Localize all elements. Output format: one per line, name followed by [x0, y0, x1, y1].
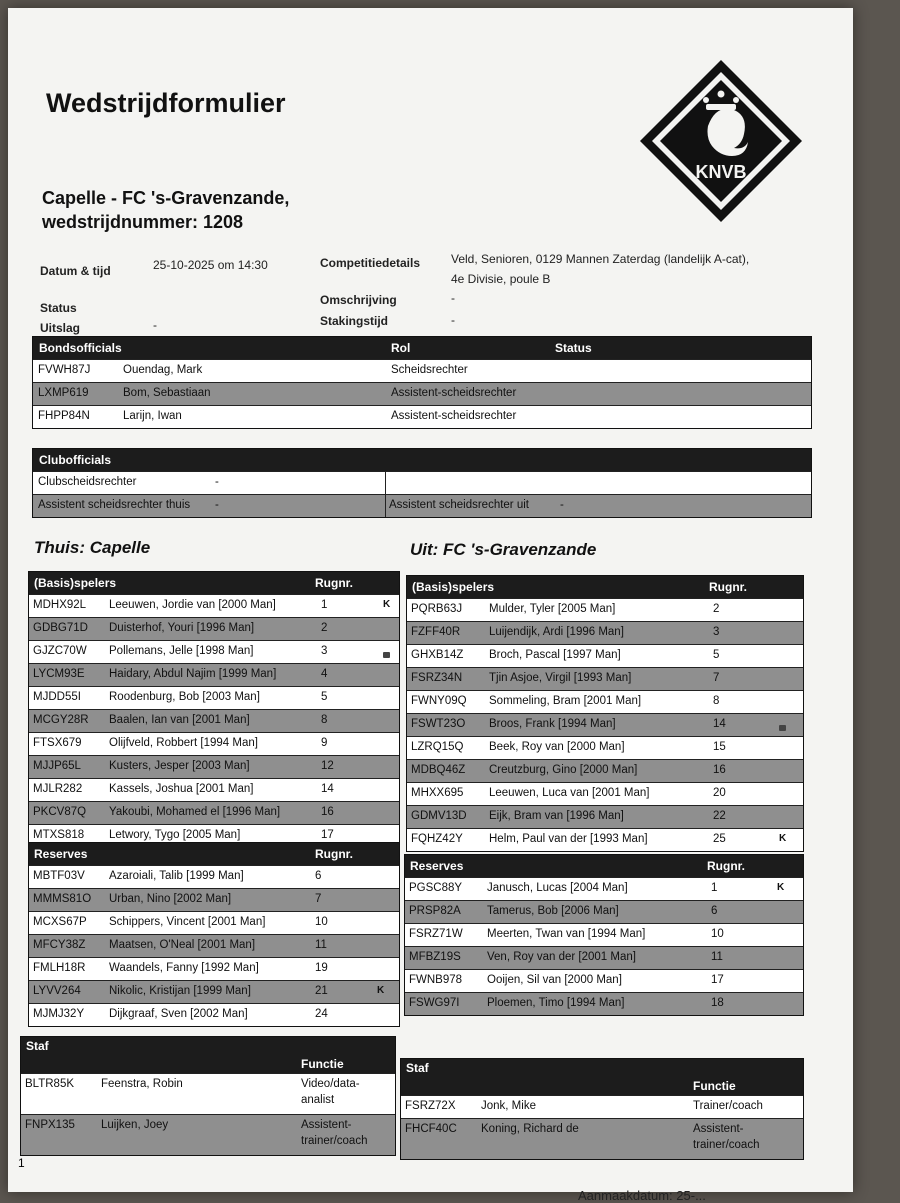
player-code: MJLR282: [33, 783, 83, 795]
table-row: [29, 1003, 399, 1026]
status-label: Status: [40, 301, 77, 315]
player-name: Pollemans, Jelle [1998 Man]: [109, 645, 254, 657]
official-code: FVWH87J: [38, 364, 91, 376]
player-name: Yakoubi, Mohamed el [1996 Man]: [109, 806, 281, 818]
player-rugnr: 21: [315, 985, 328, 997]
player-rugnr: 11: [315, 939, 327, 951]
player-rugnr: 3: [713, 626, 720, 638]
player-rugnr: 18: [711, 997, 724, 1009]
player-code: MCGY28R: [33, 714, 89, 726]
ass-thuis-value: -: [215, 499, 219, 511]
table-row: [401, 1118, 803, 1159]
away-players-header: [407, 576, 803, 598]
player-name: Luijendijk, Ardi [1996 Man]: [489, 626, 624, 638]
table-row: [407, 782, 803, 805]
player-name: Eijk, Bram van [1996 Man]: [489, 810, 624, 822]
player-rugnr: 11: [711, 951, 723, 963]
player-name: Haidary, Abdul Najim [1999 Man]: [109, 668, 277, 680]
rugnr-header: Rugnr.: [315, 576, 353, 590]
player-name: Ploemen, Timo [1994 Man]: [487, 997, 625, 1009]
table-row: [29, 865, 399, 888]
staf-name: Feenstra, Robin: [101, 1078, 183, 1090]
match-form-page: [8, 8, 853, 1203]
match-number: wedstrijdnummer: 1208: [42, 212, 244, 232]
table-row: [407, 828, 803, 851]
player-rugnr: 12: [321, 760, 334, 772]
table-row: [405, 946, 803, 969]
player-name: Beek, Roy van [2000 Man]: [489, 741, 625, 753]
player-rugnr: 3: [321, 645, 328, 657]
table-row: [33, 359, 811, 382]
table-row: [407, 713, 803, 736]
player-code: MCXS67P: [33, 916, 87, 928]
table-row: [405, 877, 803, 900]
staf-code: FSRZ72X: [405, 1100, 456, 1112]
table-row: [407, 736, 803, 759]
table-row: [407, 805, 803, 828]
reserves-header-label: Reserves: [410, 859, 464, 873]
official-role: Assistent-scheidsrechter: [391, 410, 517, 422]
official-name: Larijn, Iwan: [123, 410, 182, 422]
uitslag-label: Uitslag: [40, 321, 81, 335]
player-code: FWNY09Q: [411, 695, 467, 707]
page-title: Wedstrijdformulier: [46, 88, 286, 118]
table-row: [29, 617, 399, 640]
player-name: Duisterhof, Youri [1996 Man]: [109, 622, 255, 634]
staf-functie-1: Video/data-: [301, 1078, 360, 1090]
staf-name: Jonk, Mike: [481, 1100, 536, 1112]
players-header-label: (Basis)spelers: [412, 580, 495, 594]
player-name: Olijfveld, Robbert [1994 Man]: [109, 737, 258, 749]
player-rugnr: 19: [315, 962, 328, 974]
table-row: [407, 598, 803, 621]
staf-functie-1: Trainer/coach: [693, 1100, 763, 1112]
player-rugnr: 2: [713, 603, 720, 615]
table-row: [29, 957, 399, 980]
table-row: [407, 667, 803, 690]
staf-functie-1: Assistent-: [693, 1123, 744, 1135]
match-heading: [42, 186, 289, 234]
footer-text: Aanmaakdatum: 25-...: [578, 1188, 706, 1203]
captain-mark: K: [377, 985, 385, 996]
away-reserves-table: [404, 854, 804, 1016]
home-staf-table: [20, 1036, 396, 1156]
player-code: FZFF40R: [411, 626, 461, 638]
official-name: Bom, Sebastiaan: [123, 387, 211, 399]
player-rugnr: 25: [713, 833, 726, 845]
table-row: [21, 1073, 395, 1114]
datum-value: 25-10-2025 om 14:30: [153, 258, 268, 272]
player-rugnr: 8: [321, 714, 328, 726]
player-rugnr: 16: [321, 806, 334, 818]
player-name: Kusters, Jesper [2003 Man]: [109, 760, 250, 772]
official-code: FHPP84N: [38, 410, 90, 422]
away-staf-header: [401, 1059, 803, 1077]
home-players-table: [28, 571, 400, 848]
player-name: Tjin Asjoe, Virgil [1993 Man]: [489, 672, 632, 684]
uitslag-value: -: [153, 318, 157, 332]
table-row: [29, 911, 399, 934]
player-name: Janusch, Lucas [2004 Man]: [487, 882, 628, 894]
table-row: [21, 1114, 395, 1155]
player-rugnr: 1: [321, 599, 328, 611]
datum-label: Datum & tijd: [40, 264, 111, 278]
player-rugnr: 17: [321, 829, 334, 841]
player-code: MJDD55I: [33, 691, 81, 703]
player-rugnr: 10: [315, 916, 328, 928]
table-row: [405, 992, 803, 1015]
table-row: [33, 471, 811, 494]
player-rugnr: 6: [711, 905, 718, 917]
player-rugnr: 8: [713, 695, 720, 707]
player-name: Dijkgraaf, Sven [2002 Man]: [109, 1008, 248, 1020]
away-team-heading: Uit: FC 's-Gravenzande: [410, 540, 597, 559]
player-name: Letwory, Tygo [2005 Man]: [109, 829, 241, 841]
functie-header-label: Functie: [301, 1057, 344, 1071]
player-code: PKCV87Q: [33, 806, 87, 818]
home-functie-header: [21, 1055, 395, 1073]
player-name: Ooijen, Sil van [2000 Man]: [487, 974, 622, 986]
player-code: LYVV264: [33, 985, 81, 997]
player-code: MFBZ19S: [409, 951, 461, 963]
player-code: GDMV13D: [411, 810, 467, 822]
table-row: [401, 1095, 803, 1118]
player-rugnr: 1: [711, 882, 718, 894]
player-rugnr: 15: [713, 741, 726, 753]
away-reserves-header: [405, 855, 803, 877]
omschrijving-value: -: [451, 291, 455, 305]
stakingstijd-value: -: [451, 313, 455, 327]
rol-header: Rol: [391, 341, 411, 355]
status-header: Status: [555, 341, 592, 355]
reserves-header-label: Reserves: [34, 847, 88, 861]
match-teams: Capelle - FC 's-Gravenzande,: [42, 188, 290, 208]
captain-mark: K: [383, 599, 391, 610]
staf-code: BLTR85K: [25, 1078, 75, 1090]
table-row: [29, 888, 399, 911]
player-name: Azaroiali, Talib [1999 Man]: [109, 870, 244, 882]
player-code: FMLH18R: [33, 962, 86, 974]
ass-uit-value: -: [560, 499, 564, 511]
player-name: Mulder, Tyler [2005 Man]: [489, 603, 616, 615]
player-name: Roodenburg, Bob [2003 Man]: [109, 691, 260, 703]
player-rugnr: 9: [321, 737, 328, 749]
player-rugnr: 24: [315, 1008, 328, 1020]
clubofficials-title: Clubofficials: [39, 453, 112, 467]
competitie-label: Competitiedetails: [320, 256, 421, 270]
bondsofficials-table: [32, 336, 812, 429]
player-name: Ven, Roy van der [2001 Man]: [487, 951, 636, 963]
player-name: Urban, Nino [2002 Man]: [109, 893, 232, 905]
table-row: [33, 405, 811, 428]
table-row: [33, 494, 811, 517]
player-code: GJZC70W: [33, 645, 87, 657]
table-row: [29, 594, 399, 617]
away-staf-table: [400, 1058, 804, 1160]
player-name: Creutzburg, Gino [2000 Man]: [489, 764, 638, 776]
home-players-header: [29, 572, 399, 594]
players-header-label: (Basis)spelers: [34, 576, 117, 590]
rugnr-header: Rugnr.: [707, 859, 745, 873]
player-code: FTSX679: [33, 737, 82, 749]
player-code: MTXS818: [33, 829, 85, 841]
table-row: [29, 732, 399, 755]
player-code: LYCM93E: [33, 668, 85, 680]
player-name: Nikolic, Kristijan [1999 Man]: [109, 985, 251, 997]
player-name: Sommeling, Bram [2001 Man]: [489, 695, 642, 707]
player-name: Kassels, Joshua [2001 Man]: [109, 783, 254, 795]
player-name: Helm, Paul van der [1993 Man]: [489, 833, 648, 845]
table-row: [29, 801, 399, 824]
stakingstijd-label: Stakingstijd: [320, 314, 389, 328]
rugnr-header: Rugnr.: [709, 580, 747, 594]
player-code: PQRB63J: [411, 603, 463, 615]
home-reserves-table: [28, 842, 400, 1027]
staf-functie-1: Assistent-: [301, 1119, 352, 1131]
table-row: [29, 640, 399, 663]
bondsofficials-title: Bondsofficials: [39, 341, 122, 355]
logo-text: KNVB: [695, 162, 747, 182]
table-row: [29, 755, 399, 778]
player-rugnr: 22: [713, 810, 726, 822]
player-name: Tamerus, Bob [2006 Man]: [487, 905, 619, 917]
staf-code: FNPX135: [25, 1119, 75, 1131]
ass-uit-label: Assistent scheidsrechter uit: [389, 499, 529, 511]
competitie-value-1: Veld, Senioren, 0129 Mannen Zaterdag (landelijk A-cat),: [451, 252, 750, 266]
staf-functie-2: trainer/coach: [301, 1135, 368, 1147]
clubscheids-value: -: [215, 476, 219, 488]
ass-thuis-label: Assistent scheidsrechter thuis: [38, 499, 191, 511]
staf-name: Luijken, Joey: [101, 1119, 169, 1131]
player-rugnr: 7: [713, 672, 720, 684]
player-code: PGSC88Y: [409, 882, 463, 894]
player-name: Maatsen, O'Neal [2001 Man]: [109, 939, 256, 951]
player-code: FSWT23O: [411, 718, 466, 730]
player-code: PRSP82A: [409, 905, 461, 917]
player-code: GDBG71D: [33, 622, 88, 634]
official-role: Assistent-scheidsrechter: [391, 387, 517, 399]
staf-header-label: Staf: [406, 1061, 429, 1075]
player-rugnr: 14: [321, 783, 334, 795]
table-row: [29, 709, 399, 732]
official-name: Ouendag, Mark: [123, 364, 203, 376]
clubofficials-table: [32, 448, 812, 518]
table-row: [405, 923, 803, 946]
table-row: [29, 980, 399, 1003]
player-code: MJJP65L: [33, 760, 81, 772]
player-rugnr: 7: [315, 893, 322, 905]
player-code: MDBQ46Z: [411, 764, 466, 776]
staf-code: FHCF40C: [405, 1123, 457, 1135]
player-code: MFCY38Z: [33, 939, 86, 951]
player-rugnr: 14: [713, 718, 726, 730]
player-code: FSRZ34N: [411, 672, 463, 684]
staf-header-label: Staf: [26, 1039, 49, 1053]
player-code: MMMS81O: [33, 893, 92, 905]
functie-header-label: Functie: [693, 1079, 736, 1093]
player-rugnr: 2: [321, 622, 328, 634]
clubofficials-header: [33, 449, 811, 471]
player-name: Broos, Frank [1994 Man]: [489, 718, 616, 730]
table-row: [29, 663, 399, 686]
home-team-heading: Thuis: Capelle: [34, 538, 151, 557]
player-rugnr: 17: [711, 974, 724, 986]
table-row: [29, 686, 399, 709]
player-code: MJMJ32Y: [33, 1008, 85, 1020]
captain-mark: K: [777, 882, 785, 893]
home-reserves-header: [29, 843, 399, 865]
player-code: FWNB978: [409, 974, 463, 986]
player-code: MHXX695: [411, 787, 464, 799]
player-name: Leeuwen, Jordie van [2000 Man]: [109, 599, 276, 611]
player-rugnr: 5: [713, 649, 720, 661]
player-rugnr: 20: [713, 787, 726, 799]
staf-functie-2: trainer/coach: [693, 1139, 760, 1151]
table-row: [405, 900, 803, 923]
player-name: Schippers, Vincent [2001 Man]: [109, 916, 266, 928]
player-name: Baalen, Ian van [2001 Man]: [109, 714, 250, 726]
table-row: [33, 382, 811, 405]
player-code: MDHX92L: [33, 599, 87, 611]
clubscheids-label: Clubscheidsrechter: [38, 476, 137, 488]
table-row: [407, 644, 803, 667]
player-code: FSWG97I: [409, 997, 460, 1009]
away-functie-header: [401, 1077, 803, 1095]
player-name: Leeuwen, Luca van [2001 Man]: [489, 787, 650, 799]
away-players-table: [406, 575, 804, 852]
table-row: [407, 690, 803, 713]
rugnr-header: Rugnr.: [315, 847, 353, 861]
knvb-logo: [636, 56, 806, 226]
table-row: [407, 621, 803, 644]
competitie-value-2: 4e Divisie, poule B: [451, 272, 551, 286]
captain-mark: K: [779, 833, 787, 844]
staf-functie-2: analist: [301, 1094, 335, 1106]
player-name: Waandels, Fanny [1992 Man]: [109, 962, 259, 974]
official-code: LXMP619: [38, 387, 89, 399]
player-code: FSRZ71W: [409, 928, 463, 940]
staf-name: Koning, Richard de: [481, 1123, 579, 1135]
official-role: Scheidsrechter: [391, 364, 468, 376]
player-name: Meerten, Twan van [1994 Man]: [487, 928, 646, 940]
page-number: 1: [18, 1156, 25, 1170]
player-code: GHXB14Z: [411, 649, 464, 661]
player-code: LZRQ15Q: [411, 741, 464, 753]
table-row: [29, 778, 399, 801]
omschrijving-label: Omschrijving: [320, 293, 397, 307]
table-row: [29, 934, 399, 957]
player-rugnr: 4: [321, 668, 328, 680]
bondsofficials-header: [33, 337, 811, 359]
table-row: [405, 969, 803, 992]
table-row: [407, 759, 803, 782]
player-code: MBTF03V: [33, 870, 85, 882]
player-rugnr: 10: [711, 928, 724, 940]
home-staf-header: [21, 1037, 395, 1055]
player-rugnr: 5: [321, 691, 328, 703]
player-rugnr: 6: [315, 870, 322, 882]
player-name: Broch, Pascal [1997 Man]: [489, 649, 621, 661]
player-rugnr: 16: [713, 764, 726, 776]
player-code: FQHZ42Y: [411, 833, 463, 845]
